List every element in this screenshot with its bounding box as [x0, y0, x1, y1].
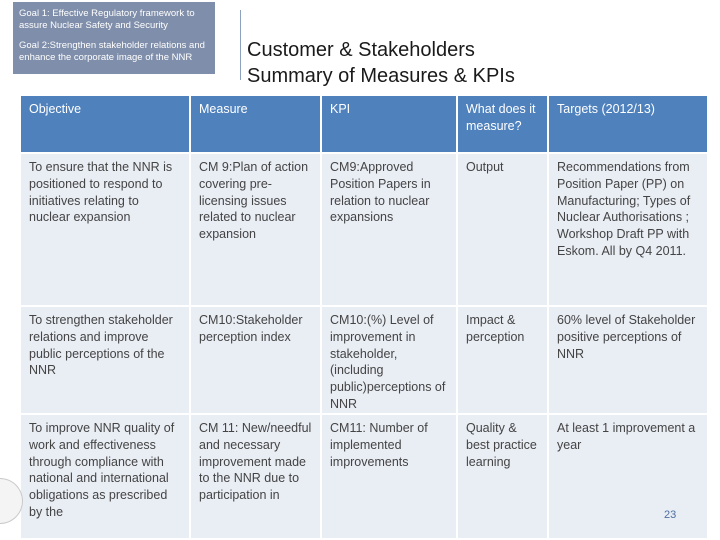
goal-2-text: Goal 2:Strengthen stakeholder relations and enhance the corporate image of the NNR [19, 40, 205, 63]
page-title [247, 37, 687, 89]
header-targets: Targets (2012/13) [548, 96, 708, 153]
cell-measure: CM 9:Plan of action covering pre-licensing issues related to nuclear expansion [190, 153, 321, 306]
header-divider [240, 10, 241, 80]
measures-table [21, 96, 709, 540]
cell-kpi: CM10:(%) Level of improvement in stakeholder, (including public)perceptions of NNR [321, 306, 457, 414]
header-measure: Measure [190, 96, 321, 153]
cell-target: 60% level of Stakeholder positive perceptions of NNR [548, 306, 708, 414]
header-objective: Objective [21, 96, 190, 153]
cell-objective: To strengthen stakeholder relations and improve public perceptions of the NNR [21, 306, 190, 414]
cell-target: Recommendations from Position Paper (PP) on Manufacturing; Types of Nuclear Authorisations ; Workshop Draft PP with Eskom. All by Q4 2011. [548, 153, 708, 306]
cell-objective: To improve NNR quality of work and effectiveness through compliance with national and international obligations as prescribed by the [21, 414, 190, 539]
page-number: 23 [664, 509, 677, 521]
table-row [21, 414, 708, 539]
cell-kpi: CM11: Number of implemented improvements [321, 414, 457, 539]
table-row [21, 306, 708, 414]
cell-what: Impact & perception [457, 306, 548, 414]
header-kpi: KPI [321, 96, 457, 153]
cell-target: At least 1 improvement a year [548, 414, 708, 539]
cell-what: Quality & best practice learning [457, 414, 548, 539]
cell-what: Output [457, 153, 548, 306]
goal-1-text: Goal 1: Effective Regulatory framework to assure Nuclear Safety and Security [19, 8, 195, 31]
cell-measure: CM 11: New/needful and necessary improvement made to the NNR due to participation in [190, 414, 321, 539]
nnr-seal-logo [0, 478, 23, 524]
table-header-row [21, 96, 708, 153]
header-what-measure: What does it measure? [457, 96, 548, 153]
goals-banner [13, 2, 215, 74]
title-line-2: Summary of Measures & KPIs [247, 65, 515, 87]
table-row [21, 153, 708, 306]
cell-objective: To ensure that the NNR is positioned to respond to initiatives relating to nuclear expansion [21, 153, 190, 306]
title-line-1: Customer & Stakeholders [247, 39, 475, 61]
cell-kpi: CM9:Approved Position Papers in relation to nuclear expansions [321, 153, 457, 306]
cell-measure: CM10:Stakeholder perception index [190, 306, 321, 414]
